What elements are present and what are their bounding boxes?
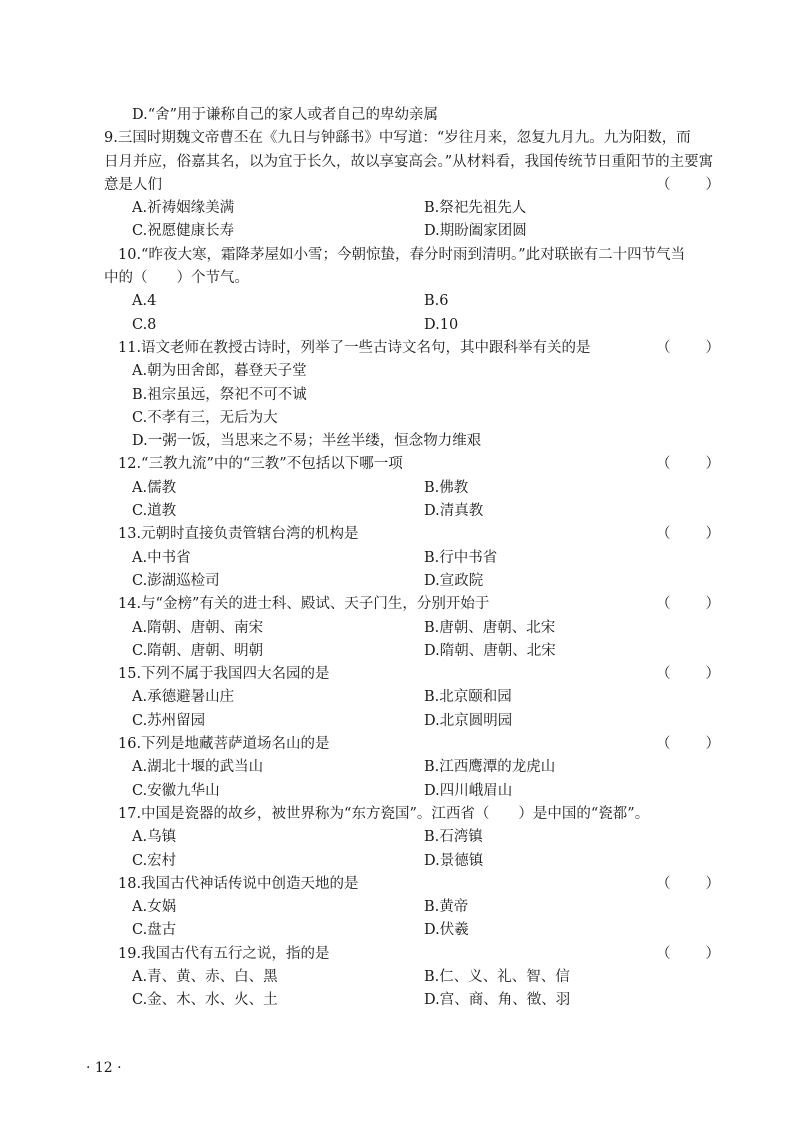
option-b: B.6 [424, 293, 449, 310]
option-b: B.石湾镇 [424, 829, 483, 846]
question-17-options-row-1 [118, 826, 722, 849]
option-d: D.一粥一饭，当思来之不易；半丝半缕，恒念物力维艰 [132, 433, 482, 450]
question-12-options-row-1 [118, 477, 722, 500]
option-b: B.佛教 [424, 479, 469, 496]
question-18-stem: 18.我国古代神话传说中创造天地的是 （ ） [118, 873, 722, 896]
question-list [104, 104, 722, 1013]
answer-bracket: （ ） [656, 945, 722, 962]
question-10-options-row-2 [118, 314, 722, 337]
question-19-options-row-2 [118, 989, 722, 1012]
option-a: A.隋朝、唐朝、南宋 [132, 619, 264, 636]
option-d: D.北京圆明园 [424, 712, 513, 729]
question-19-stem: 19.我国古代有五行之说，指的是 （ ） [118, 943, 722, 966]
question-13-stem: 13.元朝时直接负责管辖台湾的机构是 （ ） [118, 523, 722, 546]
option-a: A.朝为田舍郎，暮登天子堂 [132, 363, 307, 380]
question-10-stem-line-1: 10.“昨夜大寒，霜降茅屋如小雪；今朝惊蛰，春分时雨到清明。”此对联嵌有二十四节气当 [118, 246, 686, 263]
question-9 [104, 127, 722, 243]
question-9-stem-line-2: 日月并应，俗嘉其名，以为宜于长久，故以享宴高会。”从材料看，我国传统节日重阳节的主要寓 [104, 153, 714, 170]
option-a: A.青、黄、赤、白、黑 [132, 968, 278, 985]
question-13-options-row-1 [118, 547, 722, 570]
answer-bracket: （ ） [656, 339, 722, 356]
question-10-options-row-1 [118, 290, 722, 313]
answer-bracket: （ ） [656, 176, 722, 193]
option-c: C.宏村 [132, 852, 177, 869]
answer-bracket: （ ） [656, 526, 722, 543]
option-b: B.仁、义、礼、智、信 [424, 968, 570, 985]
option-d: D.伏羲 [424, 922, 469, 939]
option-a: A.4 [132, 293, 157, 310]
question-18-options-row-2 [118, 919, 722, 942]
option-c: C.道教 [132, 503, 177, 520]
question-14-stem: 14.与“金榜”有关的进士科、殿试、天子门生，分别开始于 （ ） [118, 593, 722, 616]
option-b: B.北京颐和园 [424, 689, 512, 706]
option-b: B.黄帝 [424, 899, 469, 916]
option-a: A.女娲 [132, 899, 177, 916]
question-11-option-c-row [118, 407, 722, 430]
question-12-stem: 12.“三教九流”中的“三教”不包括以下哪一项 （ ） [118, 453, 722, 476]
option-c: C.祝愿健康长寿 [132, 223, 235, 240]
question-11-option-d-row [118, 430, 722, 453]
question-15-options-row-1 [118, 686, 722, 709]
option-c: C.盘古 [132, 922, 177, 939]
option-c: C.安徽九华山 [132, 782, 220, 799]
question-15 [118, 663, 722, 733]
option-d: D.景德镇 [424, 852, 484, 869]
question-15-stem: 15.下列不属于我国四大名园的是 （ ） [118, 663, 722, 686]
question-12 [118, 453, 722, 523]
question-19-options-row-1 [118, 966, 722, 989]
option-d: D.四川峨眉山 [424, 782, 513, 799]
question-11-option-b-row [118, 384, 722, 407]
question-15-options-row-2 [118, 710, 722, 733]
option-b: B.唐朝、唐朝、北宋 [424, 619, 556, 636]
question-17-stem: 17.中国是瓷器的故乡，被世界称为“东方瓷国”。江西省（ ）是中国的“瓷都”。 [118, 805, 650, 822]
question-18-options-row-1 [118, 896, 722, 919]
option-a: A.儒教 [132, 479, 177, 496]
option-a: A.中书省 [132, 549, 191, 566]
question-17-options-row-2 [118, 850, 722, 873]
answer-bracket: （ ） [656, 875, 722, 892]
question-10-stem-line-2: 中的（ ）个节气。 [104, 270, 249, 287]
question-11-stem: 11.语文老师在教授古诗时，列举了一些古诗文名句，其中跟科举有关的是 （ ） [118, 337, 722, 360]
option-b: B.江西鹰潭的龙虎山 [424, 759, 556, 776]
option-a: A.承德避暑山庄 [132, 689, 235, 706]
option-d: D.期盼阖家团圆 [424, 223, 527, 240]
option-c: C.苏州留园 [132, 712, 206, 729]
option-c: C.金、木、水、火、土 [132, 992, 278, 1009]
option-d: D.宫、商、角、徵、羽 [424, 992, 571, 1009]
answer-bracket: （ ） [656, 596, 722, 613]
question-14-options-row-1 [118, 617, 722, 640]
question-16-options-row-1 [118, 756, 722, 779]
option-b: B.祖宗虽远，祭祀不可不诚 [132, 386, 307, 403]
question-13 [118, 523, 722, 593]
option-d: D.10 [424, 316, 459, 333]
question-11 [118, 337, 722, 453]
question-9-stem-line-1: 9.三国时期魏文帝曹丕在《九日与钟繇书》中写道：“岁往月来，忽复九月九。九为阳数，而 [104, 130, 691, 147]
answer-bracket: （ ） [656, 456, 722, 473]
question-14-options-row-2 [118, 640, 722, 663]
option-c: C.不孝有三，无后为大 [132, 409, 278, 426]
question-18 [118, 873, 722, 943]
question-19 [118, 943, 722, 1013]
question-9-stem-line-3: 意是人们 （ ） [104, 174, 722, 197]
question-9-options-row-2 [118, 220, 722, 243]
option-c: C.8 [132, 316, 157, 333]
option-d: D.隋朝、唐朝、北宋 [424, 642, 556, 659]
option-b: B.祭祀先祖先人 [424, 200, 527, 217]
option-d: D.宣政院 [424, 572, 484, 589]
question-16-options-row-2 [118, 780, 722, 803]
answer-bracket: （ ） [656, 666, 722, 683]
option-a: A.祈祷姻缘美满 [132, 200, 235, 217]
question-17 [118, 803, 722, 873]
question-11-option-a-row [118, 360, 722, 383]
question-13-options-row-2 [118, 570, 722, 593]
page-number: · 12 · [86, 1060, 122, 1076]
option-c: C.隋朝、唐朝、明朝 [132, 642, 264, 659]
question-16-stem: 16.下列是地藏菩萨道场名山的是 （ ） [118, 733, 722, 756]
question-9-options-row-1 [118, 197, 722, 220]
option-d: D.清真教 [424, 503, 484, 520]
option-a: A.湖北十堰的武当山 [132, 759, 264, 776]
question-12-options-row-2 [118, 500, 722, 523]
question-10 [104, 244, 722, 337]
option-a: A.乌镇 [132, 829, 177, 846]
option-b: B.行中书省 [424, 549, 498, 566]
question-14 [118, 593, 722, 663]
option-c: C.澎湖巡检司 [132, 572, 220, 589]
answer-bracket: （ ） [656, 736, 722, 753]
question-16 [118, 733, 722, 803]
previous-question-option-d: D.“舍”用于谦称自己的家人或者自己的卑幼亲属 [132, 107, 439, 123]
